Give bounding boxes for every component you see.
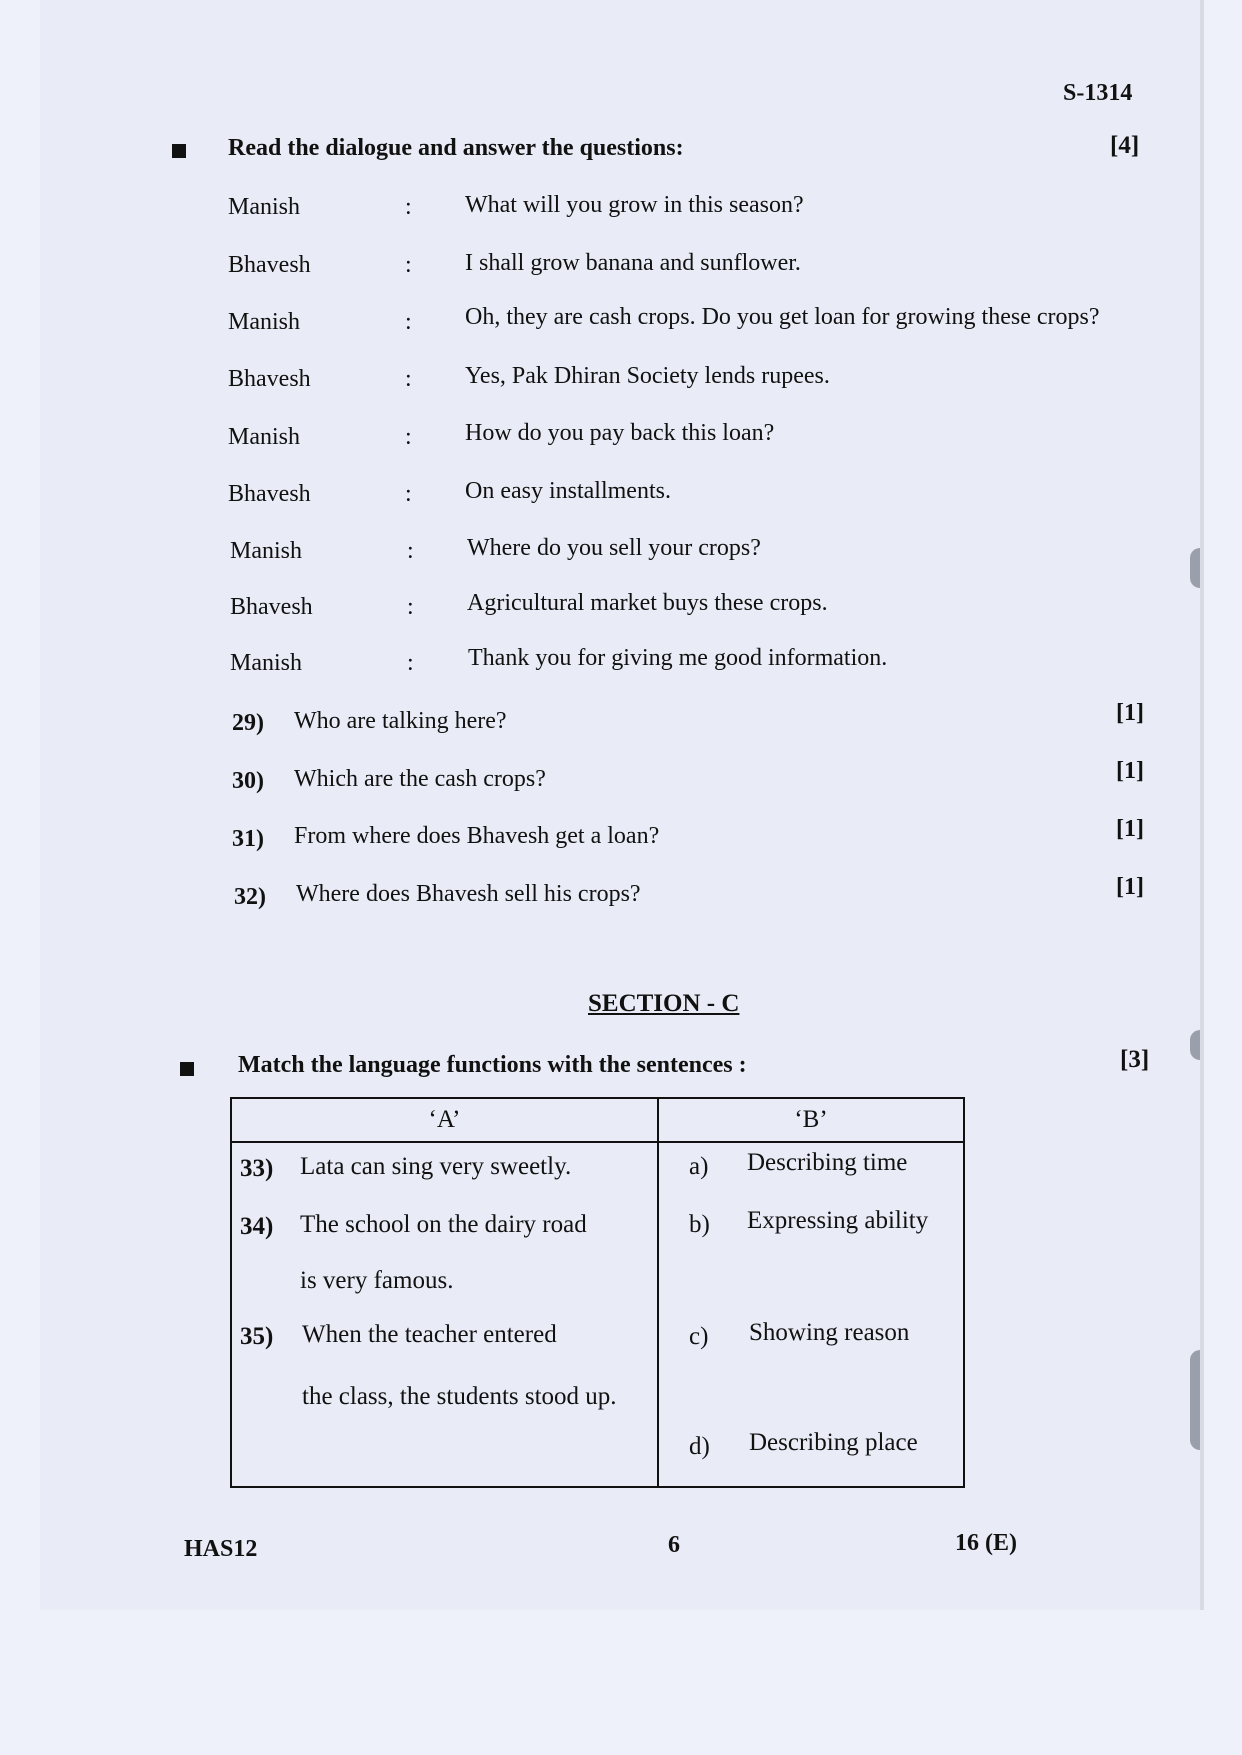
item-number: 34) <box>240 1213 274 1240</box>
question-number: 32) <box>234 884 266 910</box>
column-b-header: ‘B’ <box>658 1098 964 1142</box>
question-text: Who are talking here? <box>294 708 507 734</box>
question-marks: [1] <box>1116 816 1144 842</box>
footer-version: 16 (E) <box>955 1530 1017 1556</box>
option-text: Describing place <box>749 1429 918 1456</box>
option-letter: d) <box>689 1433 710 1460</box>
utterance: Yes, Pak Dhiran Society lends rupees. <box>465 363 830 389</box>
separator: : <box>405 424 412 450</box>
page-number: 6 <box>668 1532 680 1558</box>
question-number: 30) <box>232 768 264 794</box>
option-letter: c) <box>689 1323 709 1350</box>
speaker: Manish <box>228 194 300 220</box>
dialogue-marks: [4] <box>1110 132 1140 159</box>
speaker: Bhavesh <box>228 366 311 392</box>
match-table <box>230 1097 965 1488</box>
utterance: What will you grow in this season? <box>465 192 804 218</box>
section-title: SECTION - C <box>588 990 740 1017</box>
bullet-square-icon <box>180 1062 194 1076</box>
separator: : <box>405 366 412 392</box>
speaker: Bhavesh <box>228 252 311 278</box>
option-text: Describing time <box>747 1149 908 1176</box>
utterance: I shall grow banana and sunflower. <box>465 250 801 276</box>
speaker: Bhavesh <box>230 594 313 620</box>
binder-tab <box>1190 1350 1200 1450</box>
item-text: When the teacher entered <box>302 1321 557 1348</box>
option-text: Showing reason <box>749 1319 910 1346</box>
question-marks: [1] <box>1116 874 1144 900</box>
option-text: Expressing ability <box>747 1207 929 1234</box>
speaker: Manish <box>230 650 302 676</box>
option-letter: a) <box>689 1153 709 1180</box>
paper-code: S-1314 <box>1063 80 1133 106</box>
utterance: On easy installments. <box>465 478 671 504</box>
speaker: Manish <box>228 309 300 335</box>
item-text-continued: the class, the students stood up. <box>302 1383 617 1410</box>
question-number: 29) <box>232 710 264 736</box>
utterance: Thank you for giving me good information. <box>468 645 888 671</box>
column-a <box>231 1142 658 1487</box>
utterance: Where do you sell your crops? <box>467 535 761 561</box>
utterance: Oh, they are cash crops. Do you get loan for growing these crops? <box>465 304 1100 330</box>
question-marks: [1] <box>1116 700 1144 726</box>
column-a-header: ‘A’ <box>231 1098 658 1142</box>
separator: : <box>407 594 414 620</box>
separator: : <box>405 481 412 507</box>
utterance: Agricultural market buys these crops. <box>467 590 828 616</box>
question-number: 31) <box>232 826 264 852</box>
match-instruction: Match the language functions with the sentences : <box>238 1052 747 1078</box>
separator: : <box>407 650 414 676</box>
speaker: Manish <box>228 424 300 450</box>
dialogue-instruction: Read the dialogue and answer the questions: <box>228 135 684 161</box>
question-marks: [1] <box>1116 758 1144 784</box>
question-text: Where does Bhavesh sell his crops? <box>296 881 641 907</box>
item-number: 35) <box>240 1323 274 1350</box>
match-marks: [3] <box>1120 1046 1150 1073</box>
item-text-continued: is very famous. <box>300 1267 454 1294</box>
separator: : <box>405 309 412 335</box>
question-text: Which are the cash crops? <box>294 766 546 792</box>
column-b <box>658 1142 964 1487</box>
binder-tab <box>1190 1030 1200 1060</box>
utterance: How do you pay back this loan? <box>465 420 775 446</box>
item-text: The school on the dairy road <box>300 1211 587 1238</box>
separator: : <box>407 538 414 564</box>
binder-tab <box>1190 548 1200 588</box>
separator: : <box>405 194 412 220</box>
separator: : <box>405 252 412 278</box>
item-number: 33) <box>240 1155 274 1182</box>
item-text: Lata can sing very sweetly. <box>300 1153 572 1180</box>
question-text: From where does Bhavesh get a loan? <box>294 823 660 849</box>
footer-code: HAS12 <box>184 1536 258 1562</box>
option-letter: b) <box>689 1211 710 1238</box>
speaker: Bhavesh <box>228 481 311 507</box>
bullet-square-icon <box>172 144 186 158</box>
speaker: Manish <box>230 538 302 564</box>
